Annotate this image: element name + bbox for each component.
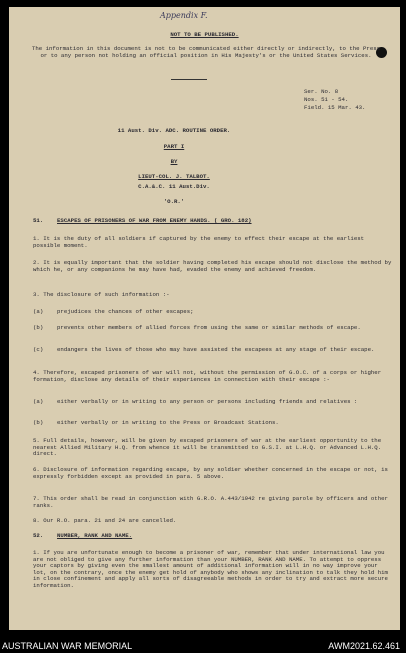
officer-title: C.A.&.C. 11 Aust.Div. bbox=[138, 183, 210, 190]
paragraph-51-8: 8. Our R.O. para. 21 and 24 are cancelled. bbox=[33, 517, 177, 524]
paragraph-51-5: 5. Full details, however, will be given by escaped prisoners of war at the earliest opportunity to the nearest Allied Military H.Q. from whence it will be transmitted to G.S.I. at L.H.Q. or Advanced L.H.Q. direct. bbox=[33, 437, 382, 457]
section-52-number: 52. bbox=[33, 532, 44, 539]
classification-heading: NOT TO BE PUBLISHED. bbox=[170, 31, 239, 38]
paragraph-51-4: 4. Therefore, escaped prisoners of war will not, without the permission of G.O.C. of a corps or higher formation, disclose any details of their experiences in connection with their escape :- bbox=[33, 369, 382, 383]
paragraph-51-1: 1. It is the duty of all soldiers if captured by the enemy to effect their escape at the earliest possible moment. bbox=[33, 235, 365, 249]
security-notice: The information in this document is not to be communicated either directly or indirectly, to the Press or to any person not holding an official position in His Majesty's or the United States Services. bbox=[31, 45, 381, 59]
part-label: PART I bbox=[163, 143, 185, 150]
paragraph-51-7: 7. This order shall be read in conjunction with G.R.O. A.443/1942 re giving parole by officers and other ranks. bbox=[33, 495, 388, 509]
order-numbers: Nos. 51 - 54. bbox=[304, 96, 349, 103]
section-51-heading: ESCAPES OF PRISONERS OF WAR FROM ENEMY HANDS. ( GRO. 182) bbox=[57, 217, 252, 224]
document-page: Appendix F. NOT TO BE PUBLISHED. The information in this document is not to be communicated either directly or indirectly, to the Press or to any person not holding an official position in His Majesty's or the United States Services. Ser. No. 8 Nos. 51 - 54. Field. 15 Mar. 43. 11 Aust. Div. ADC. ROUTINE ORDER. PART I BY LIEUT-COL. J. TALBOT. C.A.&.C. 11 Aust.Div. 'O.R.' 51. ESCAPES OF PRISONERS OF WAR FROM ENEMY HANDS. ( GRO. 182) 1. It is the duty of all soldiers if captured by the enemy to effect their escape at the earliest possible moment. 2. It is equally important that the soldier having completed his escape should not disclose the method by which he, or any companions he may have had, evaded the enemy and achieved freedom. 3. The disclosure of such information :- (a) prejudices the chances of other escapes; (b) prevents other members of allied forces from using the same or similar methods of escape. (c) endangers the lives of those who may have assisted the escapees at any stage of their escape. 4. Therefore, escaped prisoners of war will not, without the permission of G.O.C. of a corps or higher formation, disclose any details of their experiences in connection with their escape :- (a) either verbally or in writing to any person or persons including friends and relatives : (b) either verbally or in writing to the Press or Broadcast Stations. 5. Full details, however, will be given by escaped prisoners of war at the earliest opportunity to the nearest Allied Military H.Q. from whence it will be transmitted to G.S.I. at L.H.Q. or Advanced L.H.Q. direct. 6. Disclosure of information regarding escape, by any soldier whether concerned in the escape or not, is expressly forbidden except as provided in para. 5 above. 7. This order shall be read in conjunction with G.R.O. A.443/1942 re giving parole by officers and other ranks. 8. Our R.O. para. 21 and 24 are cancelled. 52. NUMBER, RANK AND NAME. 1. If you are unfortunate enough to become a prisoner of war, remember that under international law you are not obliged to give any further information than your NUMBER, RANK AND NAME. To attempt to oppress your captors by giving even the smallest amount of additional information will in no way improve your lot, on the contrary, once the enemy get hold of anybody who shows any inclination to talk they hold him in close confinement and apply all sorts of disagreeable methods in order to try and extract more secure information. bbox=[9, 7, 400, 630]
archive-footer bbox=[0, 640, 406, 653]
separator-line bbox=[171, 79, 207, 80]
serial-number: Ser. No. 8 bbox=[304, 88, 339, 95]
paragraph-51-3: 3. The disclosure of such information :- bbox=[33, 291, 170, 298]
or-label: 'O.R.' bbox=[163, 198, 185, 205]
archive-name: AUSTRALIAN WAR MEMORIAL bbox=[2, 641, 133, 651]
handwritten-annotation: Appendix F. bbox=[160, 11, 208, 20]
section-51-number: 51. bbox=[33, 217, 44, 224]
order-title: 11 Aust. Div. ADC. ROUTINE ORDER. bbox=[117, 127, 231, 134]
archive-reference: AWM2021.62.461 bbox=[328, 641, 400, 651]
paragraph-51-2: 2. It is equally important that the soldier having completed his escape should not disclose the method by which he, or any companions he may have had, evaded the enemy and achieved freedom. bbox=[33, 259, 392, 273]
officer-name: LIEUT-COL. J. TALBOT. bbox=[138, 173, 210, 180]
field-date: Field. 15 Mar. 43. bbox=[304, 104, 366, 111]
paragraph-52-1: 1. If you are unfortunate enough to become a prisoner of war, remember that under international law you are not obliged to give any further information than your NUMBER, RANK AND NAME. To attempt to oppress your captors by giving even the smallest amount of additional information will in no way improve your lot, on the contrary, once the enemy get hold of anybody who shows any inclination to talk they hold him in close confinement and apply all sorts of disagreeable methods in order to try and extract more secure information. bbox=[33, 549, 388, 589]
by-label: BY bbox=[170, 158, 178, 165]
paragraph-51-6: 6. Disclosure of information regarding escape, by any soldier whether concerned in the escape or not, is expressly forbidden except as provided in para. 5 above. bbox=[33, 466, 388, 480]
section-52-heading: NUMBER, RANK AND NAME. bbox=[57, 532, 133, 539]
